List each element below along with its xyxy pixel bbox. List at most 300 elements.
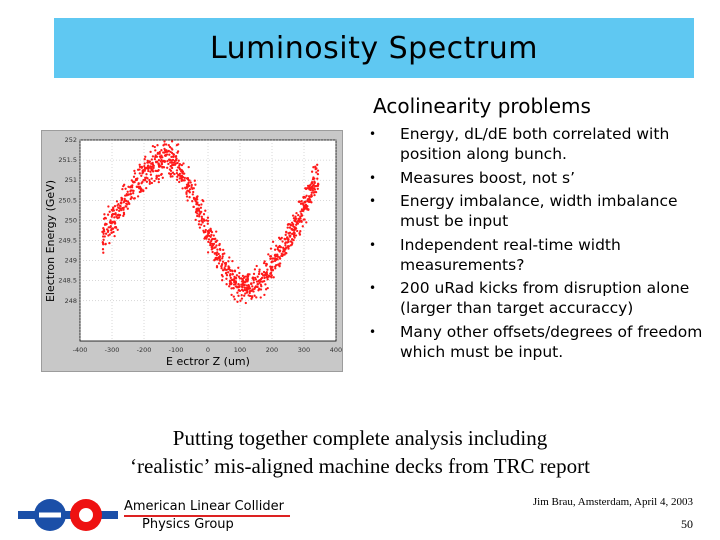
scatter-point: [166, 167, 168, 169]
scatter-point: [158, 175, 160, 177]
scatter-point: [216, 254, 218, 256]
scatter-point: [170, 162, 172, 164]
scatter-point: [118, 207, 120, 209]
scatter-point: [224, 265, 226, 267]
scatter-point: [194, 184, 196, 186]
scatter-point: [149, 151, 151, 153]
scatter-point: [295, 218, 297, 220]
scatter-point: [230, 294, 232, 296]
scatter-point: [281, 240, 283, 242]
scatter-point: [230, 283, 232, 285]
scatter-point: [274, 260, 276, 262]
scatter-point: [252, 276, 254, 278]
scatter-point: [146, 161, 148, 163]
scatter-point: [123, 212, 125, 214]
scatter-point: [201, 199, 203, 201]
scatter-point: [277, 264, 279, 266]
scatter-point: [103, 218, 105, 220]
bullet-dot-icon: •: [369, 170, 377, 185]
scatter-point: [292, 225, 294, 227]
scatter-point: [279, 250, 281, 252]
scatter-point: [149, 160, 151, 162]
scatter-point: [308, 187, 310, 189]
scatter-point: [222, 249, 224, 251]
scatter-point: [242, 275, 244, 277]
scatter-point: [296, 230, 298, 232]
scatter-point: [113, 209, 115, 211]
scatter-point: [146, 177, 148, 179]
scatter-point: [177, 174, 179, 176]
scatter-point: [218, 262, 220, 264]
scatter-point: [300, 203, 302, 205]
x-axis-label: E ectror Z (um): [166, 355, 250, 368]
scatter-point: [282, 247, 284, 249]
scatter-point: [302, 225, 304, 227]
scatter-point: [163, 140, 165, 142]
scatter-point: [200, 203, 202, 205]
scatter-point: [155, 161, 157, 163]
scatter-point: [180, 180, 182, 182]
scatter-point: [215, 230, 217, 232]
bullet-item: [360, 278, 705, 318]
scatter-point: [141, 166, 143, 168]
scatter-point: [145, 167, 147, 169]
scatter-point: [195, 200, 197, 202]
scatter-point: [204, 210, 206, 212]
scatter-point: [113, 216, 115, 218]
scatter-point: [244, 284, 246, 286]
scatter-point: [258, 273, 260, 275]
scatter-point: [313, 194, 315, 196]
scatter-point: [113, 235, 115, 237]
scatter-point: [214, 252, 216, 254]
scatter-point: [248, 273, 250, 275]
scatter-point: [247, 275, 249, 277]
scatter-point: [293, 232, 295, 234]
scatter-point: [186, 199, 188, 201]
scatter-point: [227, 260, 229, 262]
scatter-point: [284, 244, 286, 246]
scatter-plot-panel: [41, 130, 343, 372]
scatter-point: [216, 266, 218, 268]
scatter-point: [152, 155, 154, 157]
scatter-point: [293, 236, 295, 238]
scatter-point: [102, 243, 104, 245]
y-tick-label: 249: [64, 256, 77, 265]
scatter-point: [116, 204, 118, 206]
scatter-point: [211, 238, 213, 240]
scatter-point: [127, 191, 129, 193]
scatter-point: [170, 170, 172, 172]
scatter-point: [170, 147, 172, 149]
scatter-point: [196, 202, 198, 204]
scatter-point: [175, 155, 177, 157]
scatter-point: [124, 188, 126, 190]
scatter-point: [262, 281, 264, 283]
scatter-point: [141, 172, 143, 174]
scatter-point: [229, 270, 231, 272]
scatter-point: [162, 151, 164, 153]
scatter-point: [145, 173, 147, 175]
scatter-point: [303, 218, 305, 220]
y-axis-label: Electron Energy (GeV): [44, 179, 57, 303]
scatter-point: [270, 247, 272, 249]
scatter-point: [189, 191, 191, 193]
scatter-point: [186, 177, 188, 179]
scatter-point: [127, 194, 129, 196]
scatter-point: [144, 158, 146, 160]
scatter-point: [252, 290, 254, 292]
scatter-point: [203, 218, 205, 220]
scatter-point: [130, 196, 132, 198]
scatter-point: [264, 276, 266, 278]
scatter-point: [270, 276, 272, 278]
scatter-point: [146, 181, 148, 183]
scatter-point: [184, 177, 186, 179]
scatter-point: [267, 253, 269, 255]
scatter-point: [270, 261, 272, 263]
scatter-point: [116, 209, 118, 211]
scatter-point: [114, 226, 116, 228]
scatter-point: [208, 238, 210, 240]
scatter-point: [188, 196, 190, 198]
scatter-point: [133, 170, 135, 172]
scatter-point: [139, 164, 141, 166]
scatter-point: [144, 156, 146, 158]
scatter-point: [133, 176, 135, 178]
scatter-point: [179, 175, 181, 177]
scatter-point: [195, 211, 197, 213]
scatter-point: [243, 295, 245, 297]
scatter-point: [148, 179, 150, 181]
alcpg-logo-mark-icon: [18, 494, 122, 536]
scatter-point: [125, 205, 127, 207]
scatter-point: [150, 174, 152, 176]
scatter-point: [105, 233, 107, 235]
scatter-point: [136, 179, 138, 181]
scatter-point: [198, 223, 200, 225]
scatter-point: [317, 188, 319, 190]
scatter-point: [159, 155, 161, 157]
scatter-point: [285, 247, 287, 249]
caption-line: Putting together complete analysis including: [172, 426, 548, 450]
scatter-point: [302, 196, 304, 198]
scatter-point: [313, 184, 315, 186]
scatter-point: [301, 208, 303, 210]
bullet-text: Independent real-time width measurements?: [400, 235, 621, 274]
scatter-point: [211, 243, 213, 245]
scatter-point: [179, 163, 181, 165]
scatter-point: [196, 215, 198, 217]
scatter-point: [196, 195, 198, 197]
scatter-point: [222, 261, 224, 263]
scatter-point: [167, 150, 169, 152]
scatter-point: [312, 176, 314, 178]
scatter-point: [219, 259, 221, 261]
scatter-point: [316, 164, 318, 166]
scatter-point: [266, 271, 268, 273]
scatter-point: [161, 173, 163, 175]
scatter-point: [111, 216, 113, 218]
scatter-point: [290, 241, 292, 243]
scatter-point: [133, 181, 135, 183]
scatter-point: [287, 232, 289, 234]
scatter-point: [171, 164, 173, 166]
scatter-point: [207, 251, 209, 253]
scatter-point: [291, 222, 293, 224]
scatter-point: [154, 158, 156, 160]
x-tick-label: -100: [168, 346, 184, 354]
scatter-point: [111, 221, 113, 223]
scatter-point: [138, 182, 140, 184]
scatter-point: [147, 165, 149, 167]
scatter-point: [279, 245, 281, 247]
scatter-point: [120, 202, 122, 204]
scatter-point: [107, 205, 109, 207]
scatter-point: [216, 258, 218, 260]
scatter-point: [198, 204, 200, 206]
scatter-point: [143, 165, 145, 167]
scatter-point: [249, 287, 251, 289]
scatter-point: [238, 272, 240, 274]
scatter-point: [176, 144, 178, 146]
scatter-point: [127, 200, 129, 202]
scatter-point: [285, 234, 287, 236]
scatter-point: [281, 253, 283, 255]
scatter-point: [263, 294, 265, 296]
scatter-point: [232, 287, 234, 289]
scatter-point: [164, 161, 166, 163]
scatter-point: [102, 230, 104, 232]
scatter-point: [234, 269, 236, 271]
scatter-point: [104, 235, 106, 237]
scatter-point: [153, 165, 155, 167]
scatter-point: [272, 241, 274, 243]
y-tick-label: 250: [64, 216, 77, 225]
scatter-point: [276, 255, 278, 257]
scatter-point: [312, 189, 314, 191]
scatter-point: [246, 280, 248, 282]
scatter-point: [260, 296, 262, 298]
scatter-point: [156, 144, 158, 146]
scatter-point: [113, 213, 115, 215]
scatter-point: [293, 229, 295, 231]
scatter-point: [156, 170, 158, 172]
scatter-point: [237, 267, 239, 269]
scatter-point: [311, 181, 313, 183]
scatter-point: [256, 265, 258, 267]
scatter-point: [282, 250, 284, 252]
y-tick-label: 248.5: [58, 276, 77, 285]
scatter-point: [162, 177, 164, 179]
scatter-point: [137, 195, 139, 197]
bullet-item: [360, 168, 705, 188]
scatter-point: [182, 170, 184, 172]
scatter-point: [304, 201, 306, 203]
scatter-point: [244, 275, 246, 277]
scatter-point: [256, 280, 258, 282]
x-tick-label: 100: [233, 346, 247, 354]
scatter-point: [279, 262, 281, 264]
scatter-point: [266, 269, 268, 271]
scatter-point: [159, 151, 161, 153]
scatter-point: [295, 234, 297, 236]
scatter-point: [219, 249, 221, 251]
scatter-point: [194, 180, 196, 182]
scatter-point: [257, 276, 259, 278]
scatter-point: [305, 204, 307, 206]
scatter-point: [231, 273, 233, 275]
scatter-point: [290, 224, 292, 226]
scatter-point: [222, 275, 224, 277]
scatter-point: [127, 208, 129, 210]
scatter-point: [102, 239, 104, 241]
scatter-point: [207, 220, 209, 222]
scatter-point: [271, 266, 273, 268]
scatter-point: [241, 280, 243, 282]
scatter-point: [288, 234, 290, 236]
scatter-point: [226, 269, 228, 271]
bullet-text: Many other offsets/degrees of freedom which must be input.: [400, 322, 703, 361]
scatter-point: [240, 277, 242, 279]
scatter-point: [260, 288, 262, 290]
scatter-point: [107, 229, 109, 231]
scatter-point: [196, 208, 198, 210]
scatter-point: [287, 241, 289, 243]
scatter-point: [287, 245, 289, 247]
scatter-point: [268, 275, 270, 277]
scatter-point: [176, 179, 178, 181]
scatter-point: [315, 168, 317, 170]
scatter-point: [182, 162, 184, 164]
scatter-point: [251, 295, 253, 297]
scatter-point: [305, 188, 307, 190]
scatter-point: [234, 298, 236, 300]
scatter-point: [299, 210, 301, 212]
scatter-point: [258, 271, 260, 273]
scatter-point: [207, 217, 209, 219]
scatter-point: [119, 214, 121, 216]
x-tick-label: 400: [329, 346, 342, 354]
scatter-point: [241, 289, 243, 291]
scatter-point: [193, 187, 195, 189]
scatter-point: [229, 273, 231, 275]
scatter-point: [144, 162, 146, 164]
scatter-point: [223, 252, 225, 254]
scatter-point: [254, 287, 256, 289]
scatter-point: [147, 170, 149, 172]
scatter-point: [137, 169, 139, 171]
scatter-point: [237, 295, 239, 297]
scatter-point: [130, 185, 132, 187]
scatter-point: [102, 252, 104, 254]
scatter-point: [203, 225, 205, 227]
scatter-point: [274, 267, 276, 269]
scatter-point: [279, 257, 281, 259]
scatter-point: [202, 221, 204, 223]
scatter-point: [188, 179, 190, 181]
scatter-point: [216, 251, 218, 253]
scatter-point: [160, 149, 162, 151]
scatter-point: [260, 283, 262, 285]
x-tick-label: -200: [136, 346, 152, 354]
scatter-point: [129, 190, 131, 192]
scatter-point: [171, 140, 173, 142]
scatter-point: [169, 173, 171, 175]
x-tick-label: 0: [205, 346, 211, 354]
scatter-point: [118, 210, 120, 212]
bullet-dot-icon: •: [369, 281, 377, 295]
scatter-point: [291, 229, 293, 231]
scatter-point: [259, 279, 261, 281]
scatter-point: [261, 273, 263, 275]
x-tick-label: 300: [297, 346, 311, 354]
scatter-point: [275, 245, 277, 247]
scatter-point: [108, 226, 110, 228]
scatter-point: [154, 146, 156, 148]
scatter-point: [145, 187, 147, 189]
scatter-point: [151, 182, 153, 184]
scatter-point: [245, 302, 247, 304]
scatter-point: [116, 217, 118, 219]
scatter-point: [123, 184, 125, 186]
scatter-point: [222, 269, 224, 271]
scatter-point: [298, 201, 300, 203]
scatter-point: [153, 180, 155, 182]
scatter-point: [189, 188, 191, 190]
scatter-point: [151, 162, 153, 164]
scatter-point: [295, 212, 297, 214]
scatter-point: [235, 277, 237, 279]
slide-subtitle: Acolinearity problems: [373, 94, 591, 118]
scatter-point: [107, 234, 109, 236]
scatter-point: [228, 256, 230, 258]
scatter-point: [294, 216, 296, 218]
scatter-point: [270, 255, 272, 257]
scatter-point: [222, 255, 224, 257]
scatter-point: [178, 160, 180, 162]
scatter-point: [102, 233, 104, 235]
y-tick-label: 252: [64, 136, 77, 144]
scatter-point: [185, 193, 187, 195]
y-tick-label: 248: [64, 296, 77, 305]
scatter-point: [287, 226, 289, 228]
scatter-point: [237, 286, 239, 288]
scatter-point: [177, 150, 179, 152]
scatter-point: [112, 206, 114, 208]
scatter-point: [297, 214, 299, 216]
scatter-point: [123, 207, 125, 209]
scatter-point: [280, 255, 282, 257]
scatter-point: [117, 229, 119, 231]
scatter-point: [105, 243, 107, 245]
bullet-text: Energy, dL/dE both correlated with position along bunch.: [400, 125, 670, 163]
scatter-point: [207, 241, 209, 243]
scatter-point: [297, 218, 299, 220]
scatter-point: [211, 251, 213, 253]
scatter-point: [116, 200, 118, 202]
scatter-point: [114, 221, 116, 223]
scatter-point: [141, 181, 143, 183]
scatter-point: [284, 238, 286, 240]
scatter-point: [123, 200, 125, 202]
scatter-point: [190, 181, 192, 183]
scatter-point: [314, 191, 316, 193]
scatter-point: [255, 278, 257, 280]
scatter-point: [181, 187, 183, 189]
scatter-point: [168, 154, 170, 156]
bullet-dot-icon: •: [369, 194, 377, 208]
